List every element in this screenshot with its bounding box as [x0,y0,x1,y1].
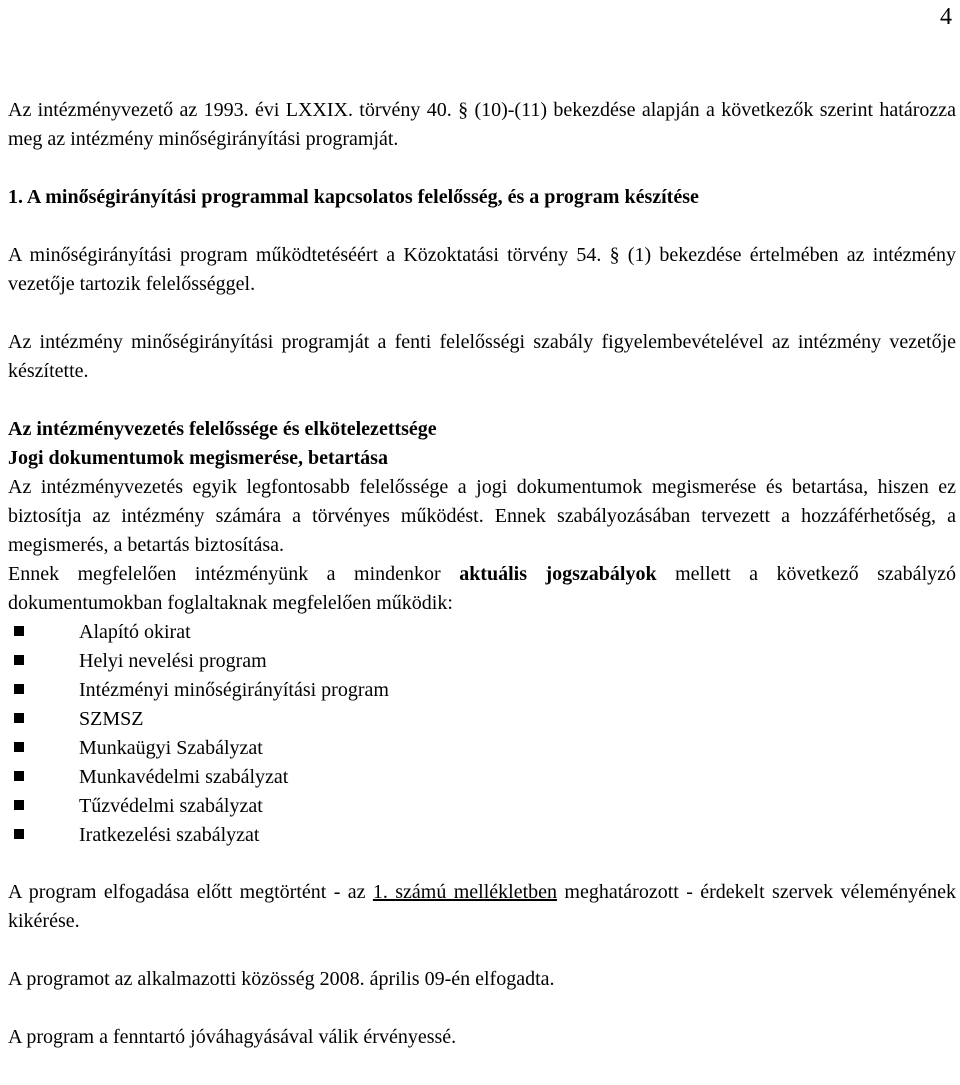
document-body [8,96,956,1052]
list-item-label: Munkavédelmi szabályzat [79,766,289,788]
list-item [8,763,956,792]
square-bullet-icon [14,800,24,810]
consultation-paragraph [8,878,956,936]
intro-paragraph: Az intézményvezető az 1993. évi LXXIX. törvény 40. § (10)-(11) bekezdése alapján a következők szerint határozza meg az intézmény minőségirányítási programját. [8,99,956,150]
square-bullet-icon [14,655,24,665]
square-bullet-icon [14,829,24,839]
page-number: 4 [940,4,952,30]
regulatory-documents-list [8,618,956,850]
list-item [8,618,956,647]
section-1-heading: 1. A minőségirányítási programmal kapcsolatos felelősség, és a program készítése [8,186,699,208]
list-item-label: Munkaügyi Szabályzat [79,737,263,759]
consultation-text-start: A program elfogadása előtt megtörtént - az [8,881,373,903]
regulations-paragraph [8,560,956,618]
validity-paragraph: A program a fenntartó jóváhagyásával válik érvényessé. [8,1026,457,1048]
appendix-1-link[interactable]: 1. számú mellékletben [372,881,558,903]
square-bullet-icon [14,742,24,752]
list-item [8,676,956,705]
preparation-paragraph: Az intézmény minőségirányítási programját a fenti felelősségi szabály figyelembevételével az intézmény vezetője készítette. [8,331,956,382]
list-item-label: Alapító okirat [79,621,191,643]
responsibility-paragraph: A minőségirányítási program működtetéséért a Közoktatási törvény 54. § (1) bekezdése értelmében az intézmény vezetője tartozik felelősséggel. [8,244,956,295]
list-item [8,734,956,763]
regulations-text-end: mellett a következő szabályzó dokumentumokban foglaltaknak megfelelően működik: [8,563,956,614]
list-item-label: Helyi nevelési program [79,650,267,672]
adoption-paragraph: A programot az alkalmazotti közösség 2008. április 09-én elfogadta. [8,968,555,990]
current-laws-emphasis: aktuális jogszabályok [459,563,657,585]
list-item-label: Intézményi minőségirányítási program [79,679,389,701]
regulations-text-start: Ennek megfelelően intézményünk a mindenkor [8,563,460,585]
square-bullet-icon [14,684,24,694]
list-item-label: SZMSZ [79,708,144,730]
list-item [8,647,956,676]
square-bullet-icon [14,771,24,781]
list-item [8,821,956,850]
square-bullet-icon [14,713,24,723]
list-item-label: Iratkezelési szabályzat [79,824,260,846]
list-item [8,792,956,821]
consultation-text-end: meghatározott - érdekelt szervek véleményének kikérése. [8,881,956,932]
list-item [8,705,956,734]
leadership-heading: Az intézményvezetés felelőssége és elkötelezettsége [8,418,437,440]
square-bullet-icon [14,626,24,636]
list-item-label: Tűzvédelmi szabályzat [79,795,263,817]
legal-documents-paragraph: Az intézményvezetés egyik legfontosabb felelőssége a jogi dokumentumok megismerése és betartása, hiszen ez biztosítja az intézmény számára a törvényes működést. Ennek szabályozásában tervezett a hozzáférhetőség, a megismerés, a betartás biztosítása. [8,476,956,556]
legal-documents-heading: Jogi dokumentumok megismerése, betartása [8,447,388,469]
